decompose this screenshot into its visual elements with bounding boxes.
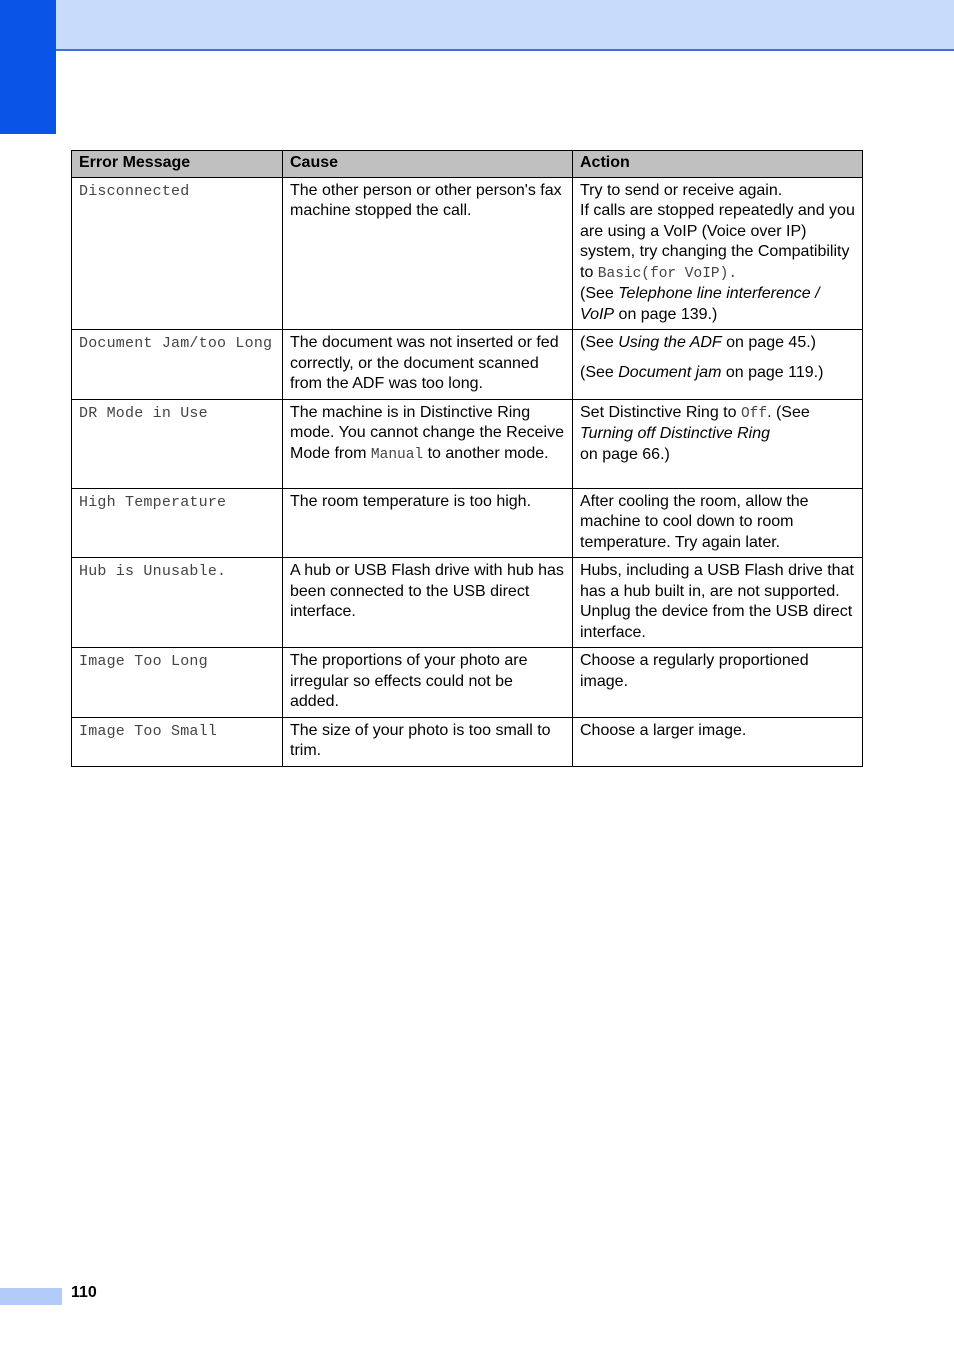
- cross-reference: Turning off Distinctive Ring: [580, 425, 770, 442]
- error-message-cell: [72, 558, 283, 648]
- table-header-row: [72, 151, 863, 178]
- error-message-text: Disconnected: [79, 182, 190, 200]
- cell-text: on page 119.): [721, 363, 824, 381]
- error-message-text: DR Mode in Use: [79, 404, 208, 422]
- error-message-text: Hub is Unusable.: [79, 563, 227, 580]
- action-cell: [573, 717, 863, 766]
- error-message-cell: [72, 399, 283, 488]
- cell-text: The room temperature is too high.: [290, 492, 532, 510]
- page-number-bar: [0, 1288, 62, 1305]
- cell-text: . (See: [767, 403, 810, 421]
- error-message-text: High Temperature: [79, 493, 227, 511]
- table-row: [72, 717, 863, 766]
- cell-text: (See: [580, 285, 619, 302]
- cell-text: The size of your photo is too small to trim.: [290, 721, 551, 759]
- error-message-cell: [72, 177, 283, 330]
- header-error-message: Error Message: [72, 151, 283, 178]
- table-row: [72, 558, 863, 648]
- cell-text: Choose a regularly proportioned image.: [580, 652, 809, 690]
- cause-cell: [283, 717, 573, 766]
- error-message-cell: [72, 717, 283, 766]
- cause-cell: [283, 648, 573, 718]
- cause-cell: [283, 399, 573, 488]
- header-action: Action: [573, 151, 863, 178]
- table-row: [72, 177, 863, 330]
- cell-text: on page 139.): [614, 305, 718, 323]
- cross-reference: Using the ADF: [618, 334, 722, 351]
- page-number: 110: [71, 1284, 97, 1301]
- cell-text: Try to send or receive again.: [580, 181, 783, 199]
- cell-text: (See: [580, 363, 619, 381]
- error-message-cell: [72, 488, 283, 558]
- setting-value: Manual: [370, 446, 424, 463]
- cell-text: The document was not inserted or fed correctly, or the document scanned from the ADF was too long.: [290, 334, 559, 392]
- cell-text: If calls are stopped repeatedly and you are using a VoIP (Voice over IP) system, try changing the Compatibility to: [580, 202, 855, 281]
- cell-text: Set Distinctive Ring to: [580, 403, 741, 421]
- cell-text: Choose a larger image.: [580, 721, 747, 739]
- cell-text: to another mode.: [423, 444, 549, 462]
- error-message-text: Image Too Long: [79, 653, 208, 670]
- table-row: [72, 648, 863, 718]
- setting-value: Basic(for VoIP).: [597, 265, 738, 282]
- setting-value: Off: [740, 405, 768, 422]
- action-cell: [573, 399, 863, 488]
- table-row: [72, 399, 863, 488]
- action-cell: [573, 648, 863, 718]
- cross-reference: Telephone line interference / VoIP: [580, 285, 820, 323]
- error-message-text: Document Jam/too Long: [79, 335, 273, 352]
- cause-cell: [283, 488, 573, 558]
- error-message-cell: [72, 330, 283, 400]
- action-cell: [573, 177, 863, 330]
- cell-text: After cooling the room, allow the machine to cool down to room temperature. Try again later.: [580, 492, 809, 551]
- cross-reference: Document jam: [618, 363, 722, 381]
- table-row: [72, 330, 863, 400]
- cause-cell: [283, 177, 573, 330]
- header-band: [0, 0, 954, 51]
- cause-cell: [283, 558, 573, 648]
- error-message-table: [71, 150, 863, 767]
- chapter-tab: [0, 0, 56, 134]
- table-row: [72, 488, 863, 558]
- cell-text: (See: [580, 334, 619, 351]
- cell-text: The other person or other person's fax machine stopped the call.: [290, 181, 562, 219]
- cell-text: Hubs, including a USB Flash drive that has a hub built in, are not supported. Unplug the device from the USB direct interface.: [580, 562, 854, 641]
- cell-text: The machine is in Distinctive Ring mode. You cannot change the Receive Mode from: [290, 403, 564, 462]
- action-cell: [573, 488, 863, 558]
- cause-cell: [283, 330, 573, 400]
- header-cause: Cause: [283, 151, 573, 178]
- error-message-cell: [72, 648, 283, 718]
- cell-text: A hub or USB Flash drive with hub has been connected to the USB direct interface.: [290, 562, 564, 620]
- action-cell: [573, 558, 863, 648]
- cell-text: on page 66.): [580, 445, 670, 463]
- error-message-text: Image Too Small: [79, 722, 218, 740]
- cell-text: on page 45.): [721, 334, 816, 351]
- cell-text: The proportions of your photo are irregular so effects could not be added.: [290, 652, 528, 710]
- action-cell: [573, 330, 863, 400]
